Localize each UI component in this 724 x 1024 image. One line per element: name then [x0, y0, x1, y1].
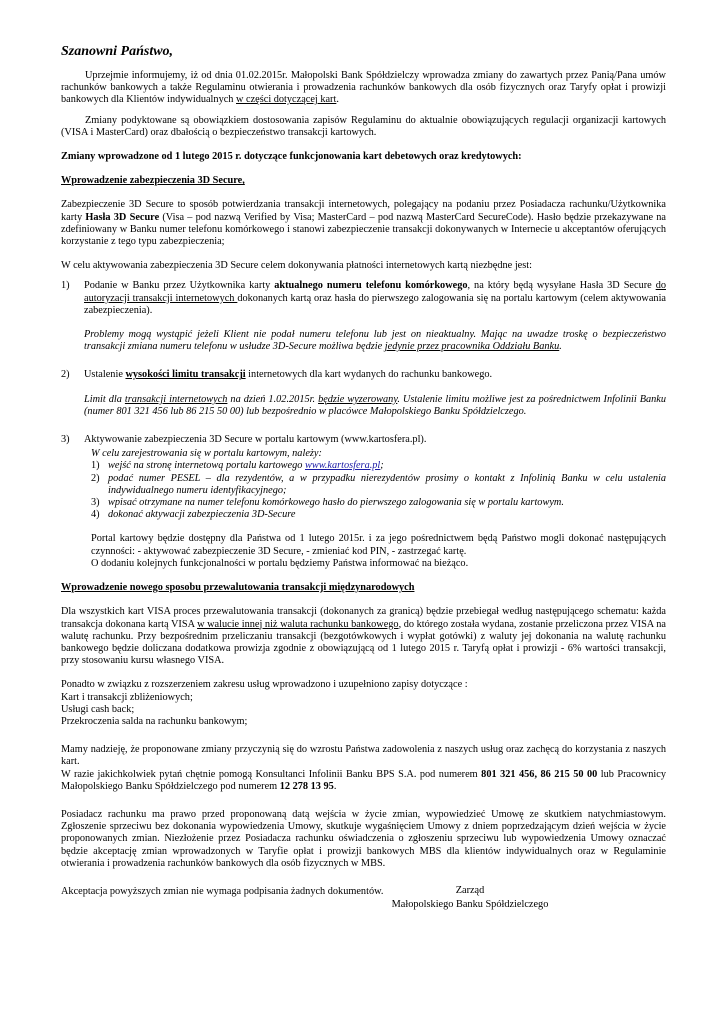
objection-rights-paragraph: Posiadacz rachunku ma prawo przed proponowaną datą wejścia w życie zmian, wypowiedzieć Umowę ze skutkiem natychmiastowym. Zgłoszenie sprzeciwu bez dokonania wypowiedzenia Umowy, skutkuje wygaśnięciem Umowy z dniem poprzedzającym dzień wejścia w życie proponowanych zmian. Niezłożenie przez Posiadacza rachunku oświadczenia o zgłoszeniu sprzeciwu lub wypowiedzenia Umowy oznaczać będzie akceptację zmian wprowadzonych w Taryfie opłat i prowizji bankowych MBS dla klientów indywidualnych oraz w Regulaminie otwierania i prowadzenia rachunków bankowych dla osób fizycznych w MBS. [61, 808, 666, 869]
intro-paragraph-1: Uprzejmie informujemy, iż od dnia 01.02.2015r. Małopolski Bank Spółdzielczy wprowadza zmiany do zawartych przez Panią/Pana umów rachunków bankowych a także Regulaminu otwierania i prowadzenia rachunków bankowych dla osób fizycznych oraz Taryfy opłat i prowizji bankowych dla Klientów indywidualnych w części dotyczącej kart. [61, 70, 666, 106]
kartosfera-link[interactable]: www.kartosfera.pl [304, 460, 381, 472]
signature-bank-name: Małopolskiego Banku Spółdzielczego [391, 899, 549, 910]
bank-phone-number: 12 278 13 95 [279, 780, 334, 792]
extra-services-intro: Ponadto w związku z rozszerzeniem zakresu usług wprowadzono i uzupełniono zapisy dotyczące : [61, 679, 468, 691]
phone-number-note: Problemy mogą wystąpić jeżeli Klient nie podał numeru telefonu lub jest on nieaktualny. Mając na uwadze troskę o bezpieczeństwo transakcji zmiana numeru telefonu w usłudze 3D-Secure możliwa będzie jedynie przez pracownika Oddziału Banku. [84, 329, 666, 353]
registration-step-3: 3) wpisać otrzymane na numer telefonu komórkowego hasło do pierwszego zalogowania się w portalu kartowym. [91, 497, 564, 509]
greeting: Szanowni Państwo, [61, 44, 174, 59]
cards-section-link[interactable]: w części dotyczącej kart [236, 94, 337, 106]
contact-paragraph: W razie jakichkolwiek pytań chętnie pomogą Konsultanci Infolinii Banku BPS S.A. pod numerem 801 321 456, 86 215 50 00 lub Pracownicy Małopolskiego Banku Spółdzielczego pod numerem 12 278 13 95. [61, 768, 666, 792]
3d-secure-description: Zabezpieczenie 3D Secure to sposób potwierdzania transakcji internetowych, polegający na podaniu przez Posiadacza rachunku/Użytkownika karty Hasła 3D Secure (Visa – pod nazwą Verified by Visa; MasterCard – pod nazwą MasterCard SecureCode). Hasło będzie przekazywane na zdefiniowany w Banku numer telefonu komórkowego i stanowi zabezpieczenie transakcji dokonywanych w Internecie u akceptantów oferujących korzystanie z tego typu zabezpieczenia; [61, 199, 666, 248]
letter-body [61, 44, 666, 898]
section-currency-conversion-heading: Wprowadzenie nowego sposobu przewalutowania transakcji międzynarodowych [61, 582, 415, 594]
section-3d-secure-heading: Wprowadzenie zabezpieczenia 3D Secure, [61, 175, 245, 187]
extra-service-item: Przekroczenia salda na rachunku bankowym; [61, 715, 248, 727]
infoline-numbers: 801 321 456, 86 215 50 00 [481, 768, 598, 780]
signature-block [345, 884, 595, 912]
intro-paragraph-2: Zmiany podyktowane są obowiązkiem dostosowania zapisów Regulaminu do aktualnie obowiązujących regulacji organizacji kartowych (VISA i MasterCard) oraz dbałością o bezpieczeństwo transakcji kartowych. [61, 114, 666, 138]
acceptance-note: Akceptacja powyższych zmian nie wymaga podpisania żadnych dokumentów. [61, 885, 384, 897]
registration-step-2: 2) podać numer PESEL – dla rezydentów, a w przypadku nierezydentów prosimy o kontakt z Infolinią Banku w celu ustalenia indywidualnego numeru identyfikacyjnego; [91, 472, 666, 496]
portal-availability: Portal kartowy będzie dostępny dla Państwa od 1 lutego 2015r. i za jego pośrednictwem będą Państwo mogli dokonać następujących czynności: - aktywować zabezpieczenie 3D Secure, - zmieniać kod PIN, - zastrzegać kartę. O dodaniu kolejnych funkcjonalności w portalu będziemy Państwa informować na bieżąco. [91, 533, 666, 569]
list-item-portal-activation: 3) Aktywowanie zabezpieczenia 3D Secure w portalu kartowym (www.kartosfera.pl). [61, 434, 427, 446]
activation-intro: W celu aktywowania zabezpieczenia 3D Secure celem dokonywania płatności internetowych kartą niezbędne jest: [61, 260, 532, 272]
registration-steps-intro: W celu zarejestrowania się w portalu kartowym, należy: [91, 448, 322, 460]
list-item-phone-number: 1) Podanie w Banku przez Użytkownika karty aktualnego numeru telefonu komórkowego, na który będą wysyłane Hasła 3D Secure do autoryzacji transakcji internetowych dokonanych kartą oraz hasła do pierwszego zalogowania się na portalu kartowym (celem aktywowania zabezpieczenia). [61, 280, 667, 316]
currency-conversion-paragraph: Dla wszystkich kart VISA proces przewalutowania transakcji (dokonanych za granicą) będzie przebiegał według następującego schematu: każda transakcja dokonana kartą VISA w walucie innej niż waluta rachunku bankowego, do którego została wydana, zostanie przeliczona przez VISA na walutę rachunku. Przy bezpośrednim przeliczaniu transakcji (bezgotówkowych i wypłat gotówki) z waluty jej dokonania na walutę rachunku bankowego będzie doliczana dodatkowa prowizja zgodnie z obowiązującą od 1 lutego 2015 r. Taryfą opłat i prowizji - 6% wartości transakcji, przy stosowaniu kursu własnego VISA. [61, 606, 667, 667]
changes-title: Zmiany wprowadzone od 1 lutego 2015 r. dotyczące funkcjonowania kart debetowych oraz kredytowych: [61, 151, 522, 163]
registration-step-4: 4) dokonać aktywacji zabezpieczenia 3D-Secure [91, 509, 296, 521]
extra-service-item: Kart i transakcji zbliżeniowych; [61, 691, 193, 703]
signature-board: Zarząd [455, 885, 485, 896]
registration-step-1: 1) wejść na stronę internetową portalu kartowego www.kartosfera.pl; [91, 460, 384, 472]
closing-paragraph-1: Mamy nadzieję, że proponowane zmiany przyczynią się do wzrostu Państwa zadowolenia z naszych usług oraz zachęcą do korzystania z naszych kart. [61, 744, 666, 768]
list-item-transaction-limit: 2) Ustalenie wysokości limitu transakcji internetowych dla kart wydanych do rachunku bankowego. [61, 369, 493, 381]
transaction-limit-note: Limit dla transakcji internetowych na dzień 1.02.2015r. będzie wyzerowany. Ustalenie limitu możliwe jest za pośrednictwem Infolinii Banku (numer 801 321 456 lub 86 215 50 00) lub bezpośrednio w placówce Małopolskiego Banku Spółdzielczego. [84, 393, 666, 417]
extra-service-item: Usługi cash back; [61, 703, 135, 715]
